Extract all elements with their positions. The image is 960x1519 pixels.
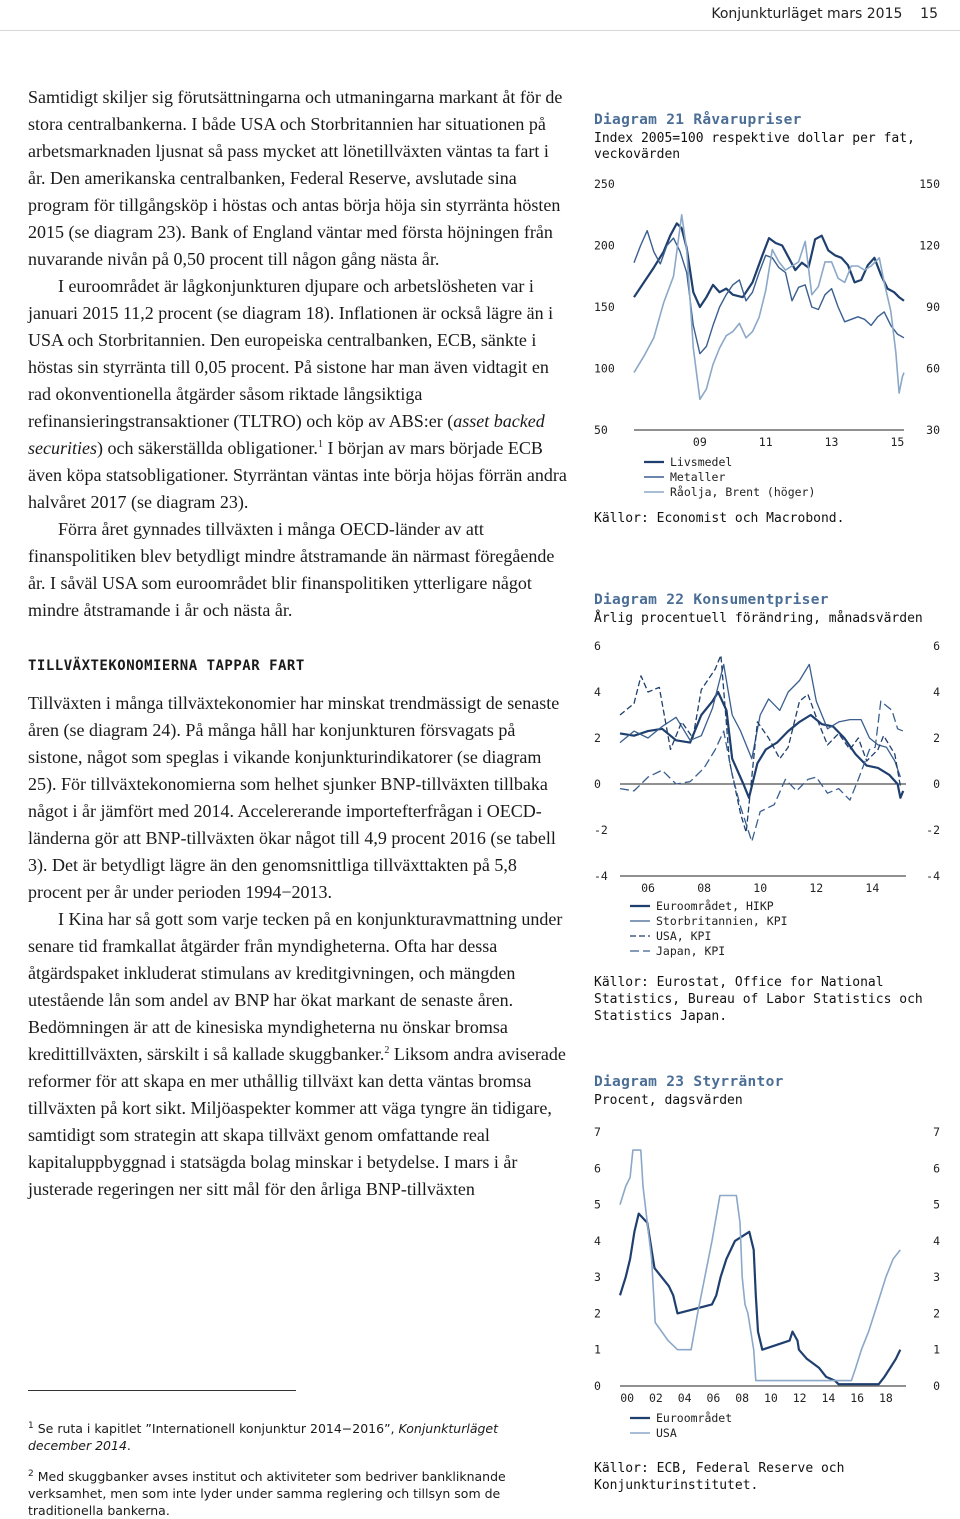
d23-series-1-line [620,1150,900,1381]
diagram-22-source: Källor: Eurostat, Office for National Statistics, Bureau of Labor Statistics och Statistics Japan. [594,975,923,1024]
d23-legend-label-0: Euroområdet [656,1411,733,1425]
d21-y-tick-right: 30 [926,423,940,437]
d22-x-tick: 08 [697,881,712,895]
d21-legend-label-2: Råolja, Brent (höger) [670,485,816,499]
paragraph-2: I euroområdet är lågkonjunkturen djupare och arbetslösheten var i januari 2015 11,2 procent (se diagram 18). Inflationen är också lägre än i USA och Storbritannien. Den europeiska centralbanken, ECB, sänkte i höstas sin styrränta till 0,05 procent. På sistone har man även vidtagit en rad okonventionella åtgärder såsom riktade långsiktiga refinansieringstransaktioner (TLTRO) och köp av ABS:er (asset backed securities) och säkerställda obligationer.$^1$ I början av mars började ECB även köpa statsobligationer. Styrräntan väntas inte börja höjas förrän andra halvåret 2017 (se diagram 23). [28,276,567,512]
diagram-22 [594,592,940,1024]
d23-x-tick: 18 [878,1391,893,1405]
d23-y-tick-left: 6 [594,1161,601,1176]
diagram-23 [594,1074,940,1493]
d22-legend-label-3: Japan, KPI [656,944,726,958]
d21-y-tick-left: 100 [594,361,615,376]
header-rule [0,30,960,31]
d21-y-tick-left: 250 [594,177,615,191]
d22-y-tick-right: 0 [933,777,940,791]
d22-x-tick: 06 [641,881,655,895]
footnote-rule [28,1390,296,1391]
d23-x-tick: 08 [735,1391,750,1405]
d22-y-tick-left: 0 [594,777,601,791]
d21-x-tick: 15 [890,435,905,449]
footnote-2: $^2$ Med skuggbanker avses institut och aktiviteter som bedriver bankliknande verksamhet, men som inte lyder under samma reglering och tillsyn som de traditionella bankerna. [28,1469,506,1519]
running-header [0,0,960,30]
diagram-23-subtitle: Procent, dagsvärden [594,1093,743,1108]
d23-y-tick-right: 3 [933,1270,940,1285]
d21-y-tick-right: 90 [926,300,940,314]
d21-x-tick: 09 [692,435,707,449]
d23-x-tick: 16 [850,1391,865,1405]
d22-y-tick-left: -2 [594,823,608,837]
d21-legend-label-0: Livsmedel [670,455,733,469]
d23-y-tick-right: 4 [933,1233,940,1248]
paragraph-1: Samtidigt skiljer sig förutsättningarna och utmaningarna markant åt för de stora centralbankerna. I både USA och Storbritannien har situationen på arbetsmarknaden ljusnat så pass mycket att lönetillväxten väntas ta fart i år. Den amerikanska centralbanken, Federal Reserve, avslutade sina program för tillgångsköp i höstas och antas börja höja sin styrränta hösten 2015 (se diagram 23). Bank of England väntar med första höjningen från nuvarande nivån på 0,50 procent till någon gång nästa år. [28,87,563,269]
d21-y-tick-right: 120 [919,238,940,253]
diagram-22-subtitle: Årlig procentuell förändring, månadsvärden [594,611,923,626]
d23-y-tick-right: 5 [933,1197,940,1212]
d22-x-tick: 10 [753,881,768,895]
diagram-23-title: Diagram 23 Styrräntor [594,1074,784,1090]
d23-x-tick: 14 [821,1391,836,1405]
diagram-21-source: Källor: Economist och Macrobond. [594,511,845,526]
d21-x-tick: 13 [824,435,839,449]
d21-y-tick-left: 150 [594,300,615,314]
diagram-22-title: Diagram 22 Konsumentpriser [594,592,829,608]
d22-x-tick: 12 [809,881,824,895]
d22-x-tick: 14 [865,881,880,895]
d23-y-tick-right: 6 [933,1161,940,1176]
d21-series-2-line [634,215,904,399]
d23-x-tick: 04 [677,1391,692,1405]
d22-y-tick-right: 4 [933,685,940,699]
d22-legend-label-1: Storbritannien, KPI [656,914,788,928]
d23-legend-label-1: USA [656,1426,677,1440]
diagram-23-source: Källor: ECB, Federal Reserve och Konjunkturinstitutet. [594,1461,845,1493]
d23-x-tick: 06 [706,1391,721,1405]
d22-legend-label-2: USA, KPI [656,929,712,943]
diagram-21-subtitle: Index 2005=100 respektive dollar per fat, veckovärden [594,131,915,162]
d23-y-tick-left: 0 [594,1379,601,1393]
d22-y-tick-left: 4 [594,685,601,699]
footnote-2-number: 2 [28,1469,34,1479]
diagram-22-chart [594,638,944,968]
d22-series-2-line [620,655,900,832]
d21-y-tick-right: 60 [926,361,940,376]
running-header-text: Konjunkturläget mars 2015 15 [711,6,938,22]
d23-x-tick: 12 [792,1391,807,1405]
paragraph-3: Förra året gynnades tillväxten i många OECD-länder av att finanspolitiken blev betydligt mindre åtstramande än närmast föregående år. I såväl USA som euroområdet blir finanspolitiken ytterligare något mindre åtstramande i år och nästa år. [28,519,555,620]
d21-x-tick: 11 [758,435,773,449]
d21-y-tick-right: 150 [919,177,940,191]
d22-y-tick-right: -4 [926,869,940,883]
d22-y-tick-left: 6 [594,639,601,653]
d23-x-tick: 00 [620,1391,635,1405]
d23-x-tick: 10 [763,1391,778,1405]
footnote-ref-2[interactable]: 2 [384,1045,390,1056]
d23-y-tick-right: 0 [933,1379,940,1393]
d22-series-3-line [620,701,903,841]
footnote-1-number: 1 [28,1421,34,1431]
body-text-column [28,84,568,1203]
d21-y-tick-left: 50 [594,423,608,437]
paragraph-4: Tillväxten i många tillväxtekonomier har minskat trendmässigt de senaste åren (se diagram 24). På många håll har konjunkturen försvagats på sistone, något som speglas i vikande konjunkturindikatorer (se diagram 25). För tillväxtekonomierna som helhet sjunker BNP-tillväxten tillbaka något i år jämfört med 2014. Accelererande importefterfrågan i OECD-länderna gör att BNP-tillväxten ökar något till 4,9 procent 2016 (se tabell 3). Det är betydligt lägre än den genomsnittliga tillväxttakten på 5,8 procent per år under perioden 1994−2013. [28,693,560,902]
section-heading: TILLVÄXTEKONOMIERNA TAPPAR FART [28,658,305,674]
d23-y-tick-left: 7 [594,1125,601,1139]
diagram-21-chart [594,176,944,506]
paragraph-5: I Kina har så gott som varje tecken på en konjunkturavmattning under senare tid framkallat åtgärder från myndigheterna. Ofta har dessa åtgärdspaket inkluderat stimulans av kreditgivningen, och mängden utestående lån som andel av BNP har ökat markant de senaste åren. Bedömningen är att de kinesiska myndigheterna nu önskar bromsa kredittillväxten, särskilt i så kallade skuggbanker.$^2$ Liksom andra aviserade reformer för att skapa en mer uthållig tillväxt kan detta väntas bromsa tillväxten på kort sikt. Miljöaspekter kommer att väga tyngre än tidigare, samtidigt som strategin att skapa tillväxt genom omfattande real kapitaluppbyggnad i statsägda bolag minskar i betydelse. I mars i år justerade regeringen ner sitt mål för den årliga BNP-tillväxten [28,909,566,1199]
d23-y-tick-left: 3 [594,1270,601,1285]
d22-y-tick-right: 2 [933,731,940,745]
d22-y-tick-right: -2 [926,823,940,837]
d22-y-tick-left: -4 [594,869,608,883]
d21-series-1-line [634,231,904,354]
d23-y-tick-left: 1 [594,1342,601,1357]
d23-y-tick-right: 2 [933,1306,940,1321]
d22-y-tick-left: 2 [594,731,601,745]
d23-y-tick-left: 2 [594,1306,601,1321]
d23-y-tick-left: 5 [594,1197,601,1212]
diagram-21-title: Diagram 21 Råvarupriser [594,112,802,128]
d23-x-tick: 02 [648,1391,663,1405]
diagram-23-chart [594,1120,944,1460]
d23-y-tick-right: 1 [933,1342,940,1357]
footnote-1: $^1$ Se ruta i kapitlet ”Internationell konjunktur 2014−2016”, Konjunkturläget december 2014. [28,1421,499,1454]
d23-y-tick-left: 4 [594,1233,601,1248]
d22-y-tick-right: 6 [933,639,940,653]
d22-legend-label-0: Euroområdet, HIKP [656,899,774,913]
d23-y-tick-right: 7 [933,1125,940,1139]
d21-legend-label-1: Metaller [670,470,726,484]
d21-y-tick-left: 200 [594,238,615,253]
footnote-ref-1[interactable]: 1 [317,439,323,450]
diagram-21 [594,112,940,526]
